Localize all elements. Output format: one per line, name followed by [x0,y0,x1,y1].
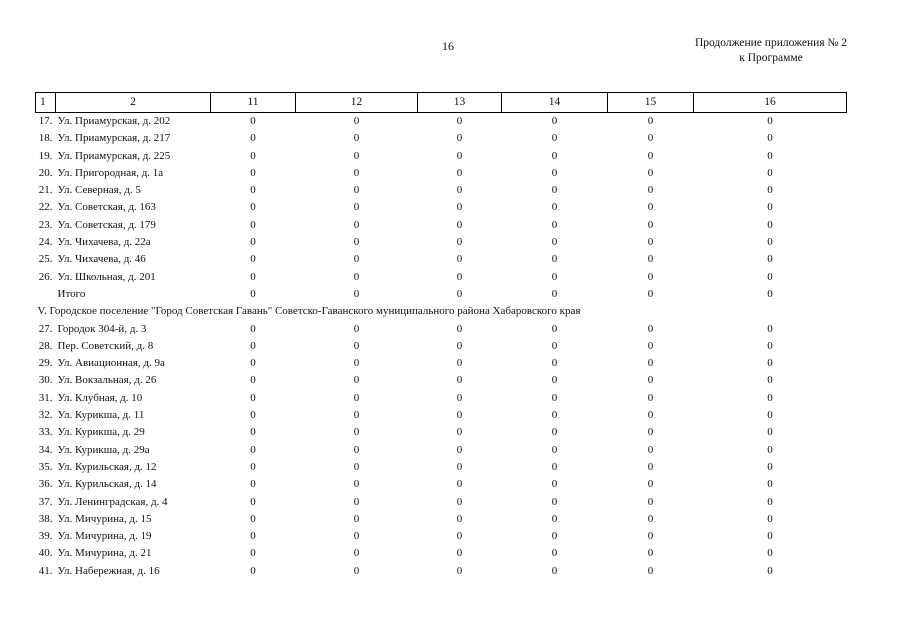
total-row [36,286,847,303]
value-cell: 0 [767,391,773,404]
row-number: 38. [38,512,53,525]
value-cell: 0 [647,132,654,145]
value-cell: 0 [551,184,558,197]
table-row [36,390,847,407]
value-cell: 0 [647,149,654,162]
column-header: 2 [56,93,211,113]
row-number: 27. [38,322,53,335]
row-number: 26. [38,270,53,283]
address-cell: Ул. Набережная, д. 16 [57,564,160,577]
value-cell: 0 [767,236,773,249]
annex-caption-line-1: Продолжение приложения № 2 [694,37,848,49]
address-cell: Пер. Советский, д. 8 [57,339,154,352]
value-cell: 0 [353,391,360,404]
value-cell: 0 [647,357,654,370]
value-cell: 0 [250,132,256,145]
column-header: 12 [296,93,418,113]
value-cell: 0 [250,564,256,577]
value-cell: 0 [353,357,360,370]
value-cell: 0 [767,409,773,422]
value-cell: 0 [551,409,558,422]
value-cell: 0 [647,374,654,387]
value-cell: 0 [250,495,256,508]
address-cell: Ул. Советская, д. 179 [57,218,156,231]
value-cell: 0 [250,201,256,214]
value-cell: 0 [250,184,256,197]
address-cell: Ул. Вокзальная, д. 26 [57,374,157,387]
row-number: 30. [38,374,53,387]
value-cell: 0 [551,287,558,300]
address-cell: Ул. Курикша, д. 29а [57,443,150,456]
address-cell: Ул. Курильская, д. 14 [57,478,157,491]
value-cell: 0 [647,391,654,404]
value-cell: 0 [767,495,773,508]
value-cell: 0 [767,564,773,577]
table-row [36,476,847,493]
column-header: 1 [36,93,56,113]
value-cell: 0 [353,184,360,197]
value-cell: 0 [353,115,360,127]
value-cell: 0 [456,391,463,404]
value-cell: 0 [647,460,654,473]
value-cell: 0 [647,512,654,525]
value-cell: 0 [353,547,360,560]
value-cell: 0 [250,166,256,179]
address-cell: Ул. Приамурская, д. 202 [57,115,171,127]
row-number: 31. [38,391,53,404]
table-row [36,113,847,131]
value-cell: 0 [353,218,360,231]
annex-caption-line-2: к Программе [739,52,803,64]
address-cell: Ул. Ленинградская, д. 4 [57,495,168,508]
value-cell: 0 [353,460,360,473]
value-cell: 0 [647,201,654,214]
value-cell: 0 [551,357,558,370]
value-cell: 0 [456,184,463,197]
address-cell: Ул. Авиационная, д. 9а [57,357,165,370]
value-cell: 0 [767,339,773,352]
value-cell: 0 [456,530,463,543]
value-cell: 0 [456,564,463,577]
value-cell: 0 [767,374,773,387]
address-cell: Ул. Школьная, д. 201 [57,270,156,283]
address-cell: Ул. Чихачева, д. 46 [57,253,146,266]
address-cell: Ул. Мичурина, д. 19 [57,530,152,543]
value-cell: 0 [456,218,463,231]
value-cell: 0 [767,530,773,543]
value-cell: 0 [456,512,463,525]
value-cell: 0 [456,460,463,473]
table-row [36,442,847,459]
table-row [36,269,847,286]
value-cell: 0 [551,115,558,127]
value-cell: 0 [767,132,773,145]
value-cell: 0 [250,512,256,525]
column-header: 16 [694,93,847,113]
value-cell: 0 [353,270,360,283]
value-cell: 0 [551,322,558,335]
value-cell: 0 [250,357,256,370]
value-cell: 0 [250,426,256,439]
value-cell: 0 [353,443,360,456]
value-cell: 0 [551,149,558,162]
row-number: 39. [38,530,53,543]
value-cell: 0 [353,495,360,508]
value-cell: 0 [456,357,463,370]
value-cell: 0 [250,287,256,300]
value-cell: 0 [456,443,463,456]
row-number: 32. [38,409,53,422]
value-cell: 0 [250,478,256,491]
value-cell: 0 [353,201,360,214]
value-cell: 0 [551,132,558,145]
value-cell: 0 [353,287,360,300]
value-cell: 0 [767,547,773,560]
value-cell: 0 [456,495,463,508]
value-cell: 0 [551,512,558,525]
value-cell: 0 [767,426,773,439]
value-cell: 0 [353,530,360,543]
value-cell: 0 [456,426,463,439]
column-header: 13 [418,93,502,113]
section-header-row [36,303,847,320]
value-cell: 0 [551,236,558,249]
value-cell: 0 [551,426,558,439]
value-cell: 0 [767,322,773,335]
value-cell: 0 [551,478,558,491]
value-cell: 0 [250,409,256,422]
value-cell: 0 [647,564,654,577]
table-row [36,321,847,338]
value-cell: 0 [767,201,773,214]
value-cell: 0 [647,495,654,508]
value-cell: 0 [353,166,360,179]
value-cell: 0 [250,374,256,387]
table-row [36,338,847,355]
address-cell: Ул. Курикша, д. 29 [57,426,145,439]
table-row [36,545,847,562]
value-cell: 0 [767,357,773,370]
value-cell: 0 [456,253,463,266]
table-row [36,528,847,545]
value-cell: 0 [647,409,654,422]
row-number: 37. [38,495,53,508]
value-cell: 0 [353,478,360,491]
table-row [36,372,847,389]
address-cell: Ул. Мичурина, д. 21 [57,547,152,560]
section-title: V. Городское поселение "Город Советская Гавань" Советско-Гаванского муниципального района Хабаровского края [37,305,581,318]
data-table [35,92,847,580]
value-cell: 0 [456,270,463,283]
value-cell: 0 [767,115,773,127]
value-cell: 0 [551,495,558,508]
value-cell: 0 [456,132,463,145]
value-cell: 0 [551,253,558,266]
row-number: 20. [38,166,53,179]
value-cell: 0 [353,236,360,249]
table-row [36,494,847,511]
value-cell: 0 [353,409,360,422]
value-cell: 0 [551,339,558,352]
value-cell: 0 [551,460,558,473]
value-cell: 0 [551,564,558,577]
value-cell: 0 [250,253,256,266]
value-cell: 0 [353,132,360,145]
value-cell: 0 [250,530,256,543]
value-cell: 0 [767,253,773,266]
value-cell: 0 [647,166,654,179]
value-cell: 0 [250,322,256,335]
row-number: 22. [38,201,53,214]
column-header: 11 [211,93,296,113]
value-cell: 0 [456,409,463,422]
value-cell: 0 [647,184,654,197]
table-row [36,511,847,528]
value-cell: 0 [353,149,360,162]
value-cell: 0 [456,478,463,491]
table-row [36,148,847,165]
value-cell: 0 [551,201,558,214]
value-cell: 0 [647,253,654,266]
value-cell: 0 [250,236,256,249]
value-cell: 0 [456,236,463,249]
row-number: 28. [38,339,53,352]
value-cell: 0 [353,564,360,577]
value-cell: 0 [767,149,773,162]
value-cell: 0 [767,443,773,456]
table-row [36,130,847,147]
value-cell: 0 [353,322,360,335]
address-cell: Ул. Чихачева, д. 22а [57,236,151,249]
row-number: 23. [38,218,53,231]
table-row [36,424,847,441]
address-cell: Ул. Курильская, д. 12 [57,460,157,473]
value-cell: 0 [647,270,654,283]
row-number: 40. [38,547,53,560]
annex-caption [676,36,866,66]
table-row [36,217,847,234]
value-cell: 0 [551,443,558,456]
column-header: 15 [608,93,694,113]
table-body [36,113,847,581]
value-cell: 0 [456,374,463,387]
value-cell: 0 [767,218,773,231]
row-number [36,286,56,303]
value-cell: 0 [647,218,654,231]
table-row [36,563,847,580]
value-cell: 0 [647,478,654,491]
row-number: 24. [38,236,53,249]
value-cell: 0 [353,339,360,352]
value-cell: 0 [353,512,360,525]
address-cell: Ул. Курикша, д. 11 [57,409,145,422]
value-cell: 0 [647,547,654,560]
row-number: 33. [38,426,53,439]
address-cell: Итого [57,287,86,300]
value-cell: 0 [353,374,360,387]
value-cell: 0 [353,253,360,266]
value-cell: 0 [767,512,773,525]
value-cell: 0 [767,478,773,491]
value-cell: 0 [551,270,558,283]
value-cell: 0 [456,201,463,214]
value-cell: 0 [456,287,463,300]
row-number: 25. [38,253,53,266]
row-number: 41. [38,564,53,577]
value-cell: 0 [456,166,463,179]
table-row [36,407,847,424]
address-cell: Городок 304-й, д. 3 [57,322,147,335]
value-cell: 0 [456,149,463,162]
value-cell: 0 [250,270,256,283]
address-cell: Ул. Мичурина, д. 15 [57,512,152,525]
row-number: 35. [38,460,53,473]
value-cell: 0 [767,460,773,473]
value-cell: 0 [767,287,773,300]
address-cell: Ул. Северная, д. 5 [57,184,141,197]
value-cell: 0 [647,339,654,352]
value-cell: 0 [647,287,654,300]
row-number: 29. [38,357,53,370]
value-cell: 0 [456,339,463,352]
address-cell: Ул. Советская, д. 163 [57,201,156,214]
value-cell: 0 [647,530,654,543]
table-header-row [36,93,847,113]
value-cell: 0 [551,218,558,231]
table-row [36,182,847,199]
value-cell: 0 [551,547,558,560]
value-cell: 0 [647,322,654,335]
value-cell: 0 [250,460,256,473]
value-cell: 0 [551,391,558,404]
value-cell: 0 [250,391,256,404]
table-row [36,459,847,476]
value-cell: 0 [767,270,773,283]
value-cell: 0 [551,530,558,543]
row-number: 36. [38,478,53,491]
table-row [36,355,847,372]
value-cell: 0 [767,184,773,197]
table-row [36,234,847,251]
row-number: 34. [38,443,53,456]
value-cell: 0 [353,426,360,439]
address-cell: Ул. Клубная, д. 10 [57,391,143,404]
row-number: 19. [38,149,53,162]
value-cell: 0 [250,115,256,127]
value-cell: 0 [647,426,654,439]
value-cell: 0 [250,339,256,352]
value-cell: 0 [551,374,558,387]
value-cell: 0 [551,166,558,179]
value-cell: 0 [767,166,773,179]
page-number: 16 [442,39,454,53]
value-cell: 0 [456,322,463,335]
value-cell: 0 [647,443,654,456]
column-header: 14 [502,93,608,113]
value-cell: 0 [250,218,256,231]
table-row [36,199,847,216]
row-number: 18. [38,132,53,145]
address-cell: Ул. Приамурская, д. 217 [57,132,171,145]
address-cell: Ул. Приамурская, д. 225 [57,149,171,162]
value-cell: 0 [456,115,463,127]
value-cell: 0 [250,149,256,162]
value-cell: 0 [456,547,463,560]
value-cell: 0 [647,236,654,249]
value-cell: 0 [250,547,256,560]
address-cell: Ул. Пригородная, д. 1а [57,166,164,179]
table-row [36,165,847,182]
row-number: 17. [38,115,53,127]
row-number: 21. [38,184,53,197]
table-row [36,251,847,268]
value-cell: 0 [250,443,256,456]
value-cell: 0 [647,115,654,127]
